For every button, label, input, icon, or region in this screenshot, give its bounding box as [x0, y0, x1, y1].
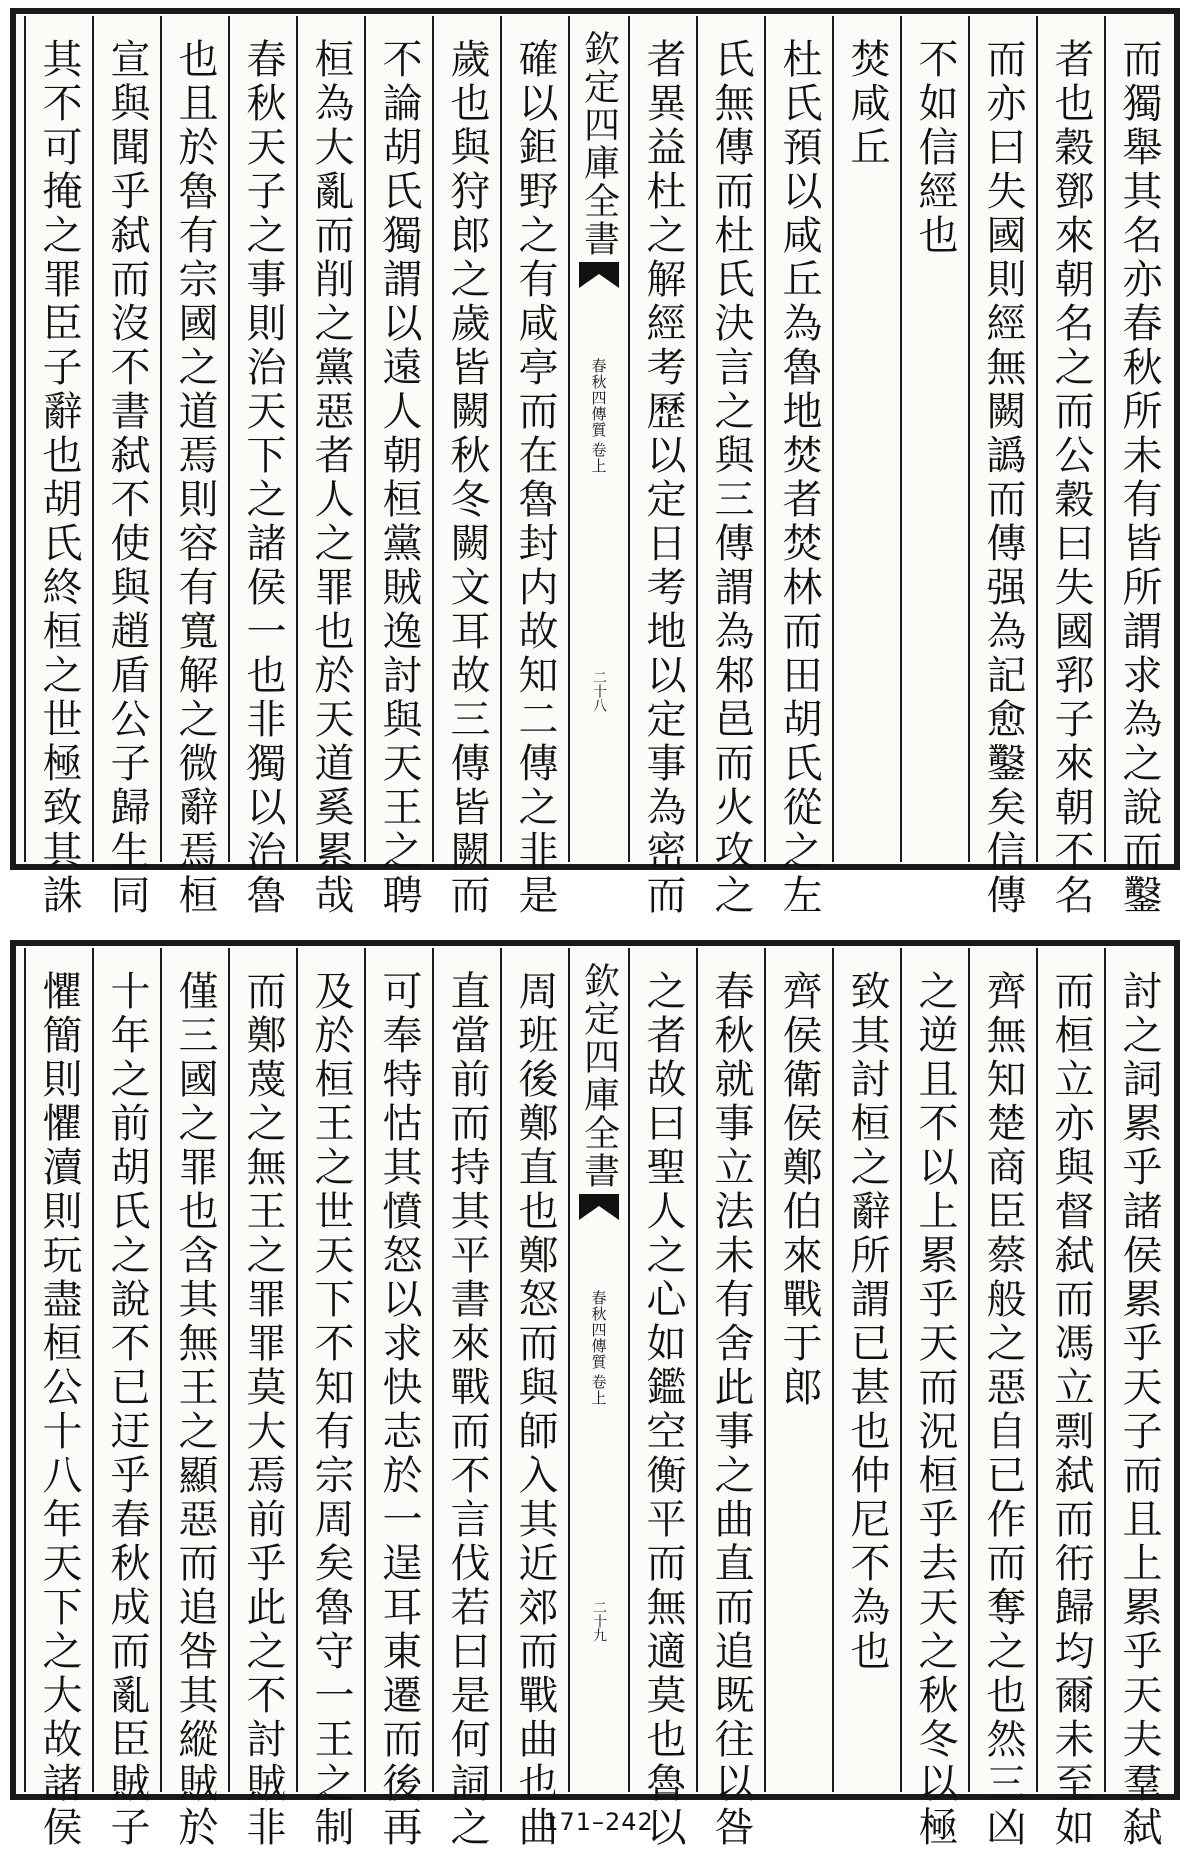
text-column: 之逆且不以上累乎天而況桓乎去天之秋冬以極: [900, 948, 968, 1792]
text-column: 春秋就事立法未有舍此事之曲直而追既往以咎: [696, 948, 764, 1792]
text-column: 桓為大亂而削之黨惡者人之罪也於天道奚累哉: [296, 16, 364, 862]
entry-heading-column: 齊侯衛侯鄭伯來戰于郎: [764, 948, 832, 1792]
book-title: 春秋四傳質: [589, 1290, 608, 1370]
text-column: 確以鉅野之有咸亭而在魯封内故知二傳之非是: [500, 16, 568, 862]
page-footer-number: 171–242: [543, 1808, 654, 1836]
text-column: 而亦曰失國則經無闕譌而傳强為記愈鑿矣信傳: [968, 16, 1036, 862]
text-column: 氏無傳而杜氏決言之與三傳謂為邾邑而火攻之: [696, 16, 764, 862]
text-column: 十年之前胡氏之說不已迂乎春秋成而亂臣賊子: [92, 948, 160, 1792]
text-column: 而鄭蔑之無王之罪罪莫大焉前乎此之不討賊非: [228, 948, 296, 1792]
center-subtitle: [589, 1290, 610, 1406]
text-column: 直當前而持其平書來戰而不言伐若曰是何詞之: [432, 948, 500, 1792]
center-margin: [568, 948, 628, 1792]
text-column: 周班後鄭直也鄭怒而與師入其近郊而戰曲也曲: [500, 948, 568, 1792]
top-page: [10, 8, 1180, 918]
text-column: 不如信經也: [900, 16, 968, 862]
text-column: 也且於魯有宗國之道焉則容有寬解之微辭焉桓: [160, 16, 228, 862]
text-column: 可奉特怙其憤怒以求快志於一逞耳東遷而後再: [364, 948, 432, 1792]
volume-label: 卷上: [589, 1374, 608, 1406]
text-column: 及於桓王之世天下不知有宗周矣魯守一王之制: [296, 948, 364, 1792]
fishtail-mark-icon: [579, 1194, 619, 1220]
text-column: 而桓立亦與督弑而馮立剽弑而衎歸均爾未至如: [1036, 948, 1104, 1792]
text-column: 致其討桓之辭所謂已甚也仲尼不為也: [832, 948, 900, 1792]
text-column: 討之詞累乎諸侯累乎天子而且上累乎天夫羣弑: [1104, 948, 1172, 1792]
text-column: 者也穀鄧來朝名之而公穀曰失國郛子來朝不名: [1036, 16, 1104, 862]
book-title: 春秋四傳質: [589, 358, 608, 438]
text-column: 其不可掩之罪臣子辭也胡氏終桓之世極致其誅: [24, 16, 92, 862]
volume-label: 卷上: [589, 442, 608, 474]
entry-heading-column: 焚咸丘: [832, 16, 900, 862]
fishtail-mark-icon: [579, 262, 619, 288]
text-column: 春秋天子之事則治天下之諸侯一也非獨以治魯: [228, 16, 296, 862]
text-column: 宣與聞乎弑而沒不書弑不使與趙盾公子歸生同: [92, 16, 160, 862]
text-column: 歲也與狩郎之歲皆闕秋冬闕文耳故三傳皆闕而: [432, 16, 500, 862]
center-header-title: 欽定四庫全書: [578, 30, 620, 258]
center-margin: [568, 16, 628, 862]
center-subtitle: [589, 358, 610, 474]
text-column: 杜氏預以咸丘為魯地焚者焚林而田胡氏從之左: [764, 16, 832, 862]
leaf-number: 二十八: [591, 670, 607, 712]
text-column: 而獨舉其名亦春秋所未有皆所謂求為之說而鑿: [1104, 16, 1172, 862]
leaf-number: 二十九: [591, 1600, 607, 1642]
center-header-title: 欽定四庫全書: [578, 962, 620, 1190]
text-column: 懼簡則懼瀆則玩盡桓公十八年天下之大故諸侯: [24, 948, 92, 1792]
text-column: 者異益杜之解經考歷以定日考地以定事為密而: [628, 16, 696, 862]
text-column: 之者故曰聖人之心如鑑空衡平而無適莫也魯以: [628, 948, 696, 1792]
text-column: 僅三國之罪也含其無王之顯惡而追咎其縱賊於: [160, 948, 228, 1792]
text-column: 齊無知楚商臣蔡般之惡自已作而奪之也然三凶: [968, 948, 1036, 1792]
text-column: 不論胡氏獨謂以遠人朝桓黨賊逸討與天王之聘: [364, 16, 432, 862]
